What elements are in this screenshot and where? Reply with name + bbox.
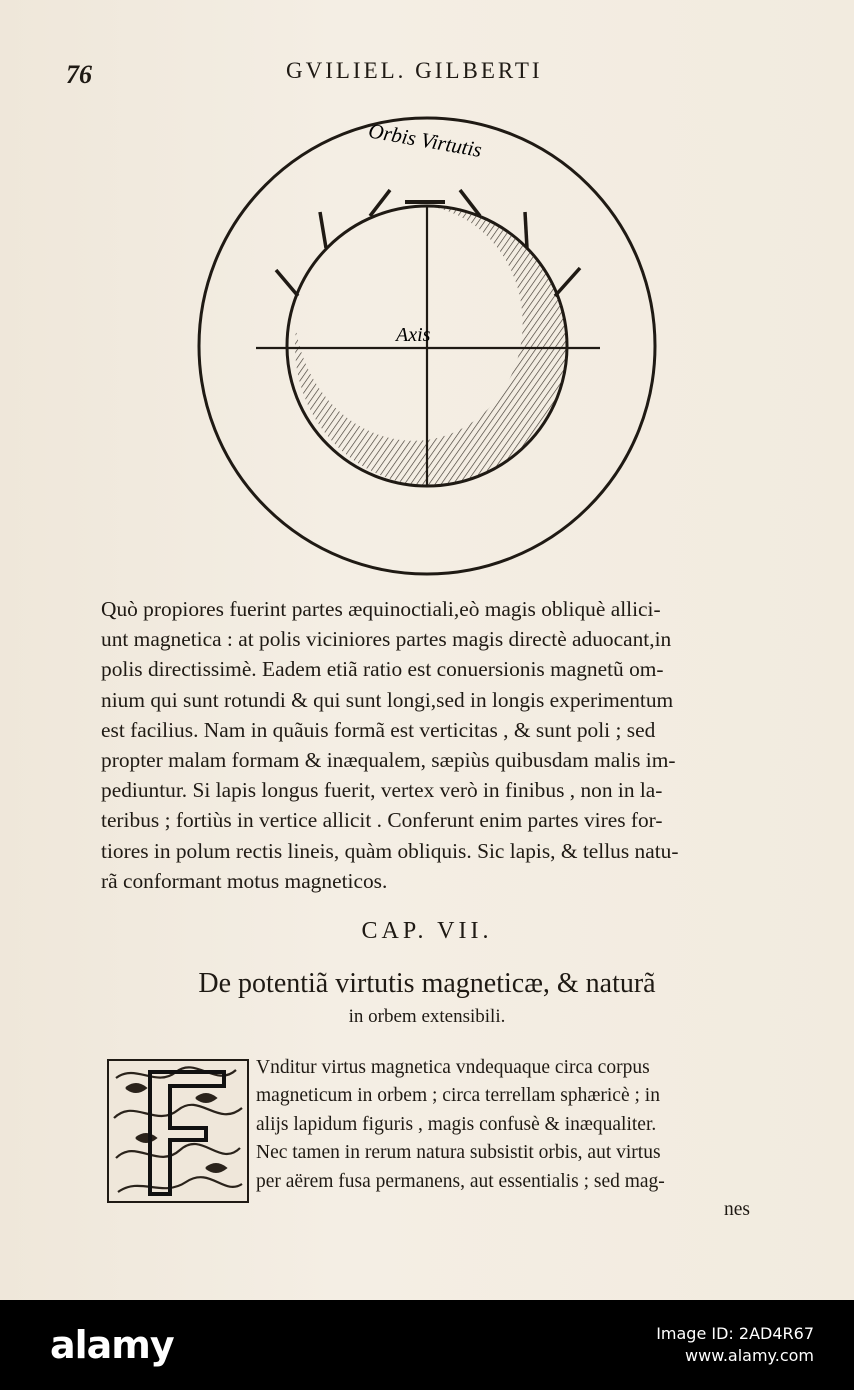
image-id-text: Image ID: 2AD4R67 bbox=[656, 1324, 814, 1343]
needle bbox=[525, 212, 527, 248]
text-line: nium qui sunt rotundi & qui sunt longi,sed in longis experimentum bbox=[101, 687, 674, 712]
text-line: alijs lapidum figuris , magis confusè & inæqualiter. bbox=[256, 1113, 657, 1135]
watermark-logo: alamy bbox=[50, 1323, 174, 1367]
chapter-subtitle: in orbem extensibili. bbox=[348, 1006, 506, 1027]
text-line: Quò propiores fuerint partes æquinoctiali,eò magis obliquè allici- bbox=[101, 597, 661, 621]
text-line: magneticum in orbem ; circa terrellam sphæricè ; in bbox=[256, 1085, 660, 1107]
text-line: Nec tamen in rerum natura subsistit orbis, aut virtus bbox=[256, 1142, 661, 1164]
terrella-figure bbox=[190, 110, 670, 580]
text-line: teribus ; fortiùs in vertice allicit . Conferunt enim partes vires for- bbox=[101, 808, 663, 833]
text-line: rã conformant motus magneticos. bbox=[101, 868, 388, 893]
text-line: unt magnetica : at polis viciniores partes magis directè aduocant,in bbox=[101, 627, 672, 652]
needle bbox=[276, 270, 298, 296]
watermark-bar bbox=[0, 1300, 854, 1390]
arc-label: Orbis Virtutis bbox=[366, 118, 484, 162]
text-line: per aërem fusa permanens, aut essentialis ; sed mag- bbox=[256, 1170, 665, 1192]
chapter-title: De potentiã virtutis magneticæ, & naturã bbox=[198, 968, 656, 999]
text-line: Vnditur virtus magnetica vndequaque circa corpus bbox=[256, 1057, 650, 1078]
text-line: est facilius. Nam in quãuis formã est verticitas , & sunt poli ; sed bbox=[101, 717, 656, 742]
catchword: nes bbox=[724, 1199, 750, 1221]
chapter-heading: CAP. VII. bbox=[361, 918, 493, 944]
watermark-info bbox=[656, 1323, 814, 1367]
text-line: pediuntur. Si lapis longus fuerit, vertex verò in finibus , non in la- bbox=[101, 778, 663, 803]
opening-paragraph bbox=[256, 1054, 756, 1224]
watermark-url: www.alamy.com bbox=[685, 1346, 814, 1365]
main-paragraph bbox=[101, 594, 751, 896]
running-head: GVILIEL. GILBERTI bbox=[286, 58, 543, 83]
text-line: tiores in polum rectis lineis, quàm obliquis. Sic lapis, & tellus natu- bbox=[101, 838, 679, 863]
text-line: polis directissimè. Eadem etiã ratio est conuersionis magnetũ om- bbox=[101, 657, 664, 682]
decorated-initial-f-icon bbox=[106, 1058, 250, 1204]
axis-label: Axis bbox=[396, 324, 431, 346]
page-number: 76 bbox=[66, 60, 92, 89]
text-line: propter malam formam & inæqualem, sæpiùs quibusdam malis im- bbox=[101, 748, 676, 773]
needle bbox=[320, 212, 326, 248]
needle bbox=[555, 268, 580, 296]
